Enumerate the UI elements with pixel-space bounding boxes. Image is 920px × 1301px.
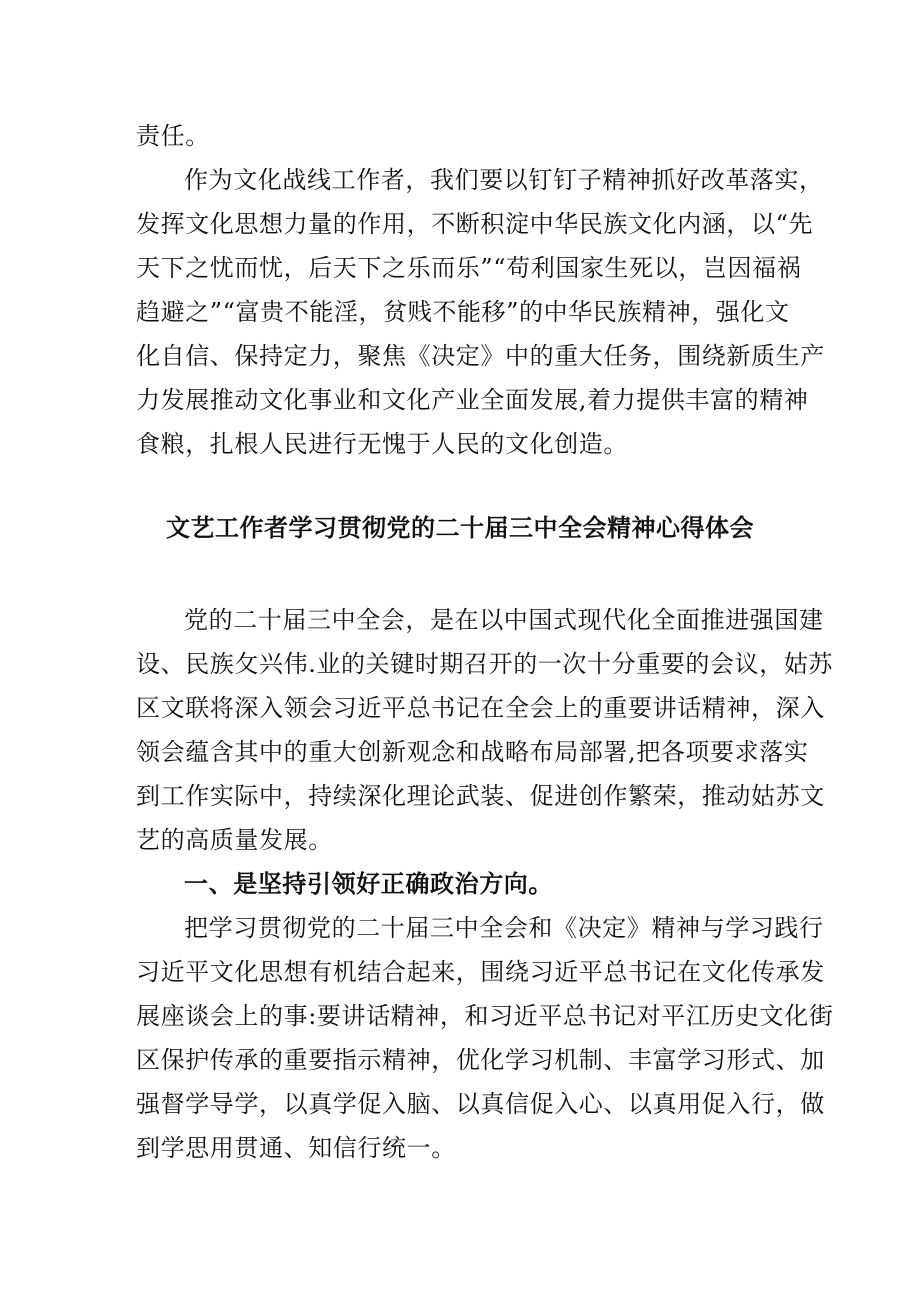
intro-line: 到工作实际中，持续深化理论武装、促进创作繁荣，推动姑苏文 [136, 782, 825, 810]
intro-line: 党的二十届三中全会，是在以中国式现代化全面推进强国建 [184, 606, 824, 634]
paragraph-line: 天下之忧而忧，后天下之乐而乐”“苟利国家生死以，岂因福祸 [136, 254, 802, 282]
paragraph-line: 食粮，扎根人民进行无愧于人民的文化创造。 [136, 430, 628, 458]
intro-line: 艺的高质量发展。 [136, 826, 333, 854]
section-line: 展座谈会上的事:要讲话精神，和习近平总书记对平江历史文化街 [136, 1002, 834, 1030]
paragraph-line: 趋避之”“富贵不能淫，贫贱不能移”的中华民族精神，强化文 [136, 298, 790, 326]
section-line: 区保护传承的重要指示精神，优化学习机制、丰富学习形式、加 [136, 1046, 825, 1074]
section-line: 强督学导学，以真学促入脑、以真信促入心、以真用促入行，做 [136, 1090, 825, 1118]
paragraph-line: 作为文化战线工作者，我们要以钉钉子精神抓好改革落实， [184, 166, 824, 194]
section-heading: 一、是坚持引领好正确政治方向。 [184, 869, 553, 898]
paragraph-line: 力发展推动文化事业和文化产业全面发展,着力提供丰富的精神 [136, 386, 809, 414]
section-line: 习近平文化思想有机结合起来，围绕习近平总书记在文化传承发 [136, 958, 825, 986]
article-title: 文艺工作者学习贯彻党的二十届三中全会精神心得体会 [166, 513, 754, 542]
intro-line: 设、民族攵兴伟.业的关键时期召开的一次十分重要的会议，姑苏 [136, 650, 834, 678]
section-line: 到学思用贯通、知信行统一。 [136, 1134, 456, 1162]
paragraph-line: 化自信、保持定力，聚焦《决定》中的重大任务，围绕新质生产 [136, 342, 825, 370]
section-line: 把学习贯彻党的二十届三中全会和《决定》精神与学习践行 [184, 914, 824, 942]
paragraph-line: 责任。 [136, 122, 210, 150]
intro-line: 区文联将深入领会习近平总书记在全会上的重要讲话精神，深入 [136, 694, 825, 722]
intro-line: 领会蕴含其中的重大创新观念和战略布局部署,把各项要求落实 [136, 738, 809, 766]
paragraph-line: 发挥文化思想力量的作用，不断积淀中华民族文化内涵，以“先 [136, 210, 814, 238]
